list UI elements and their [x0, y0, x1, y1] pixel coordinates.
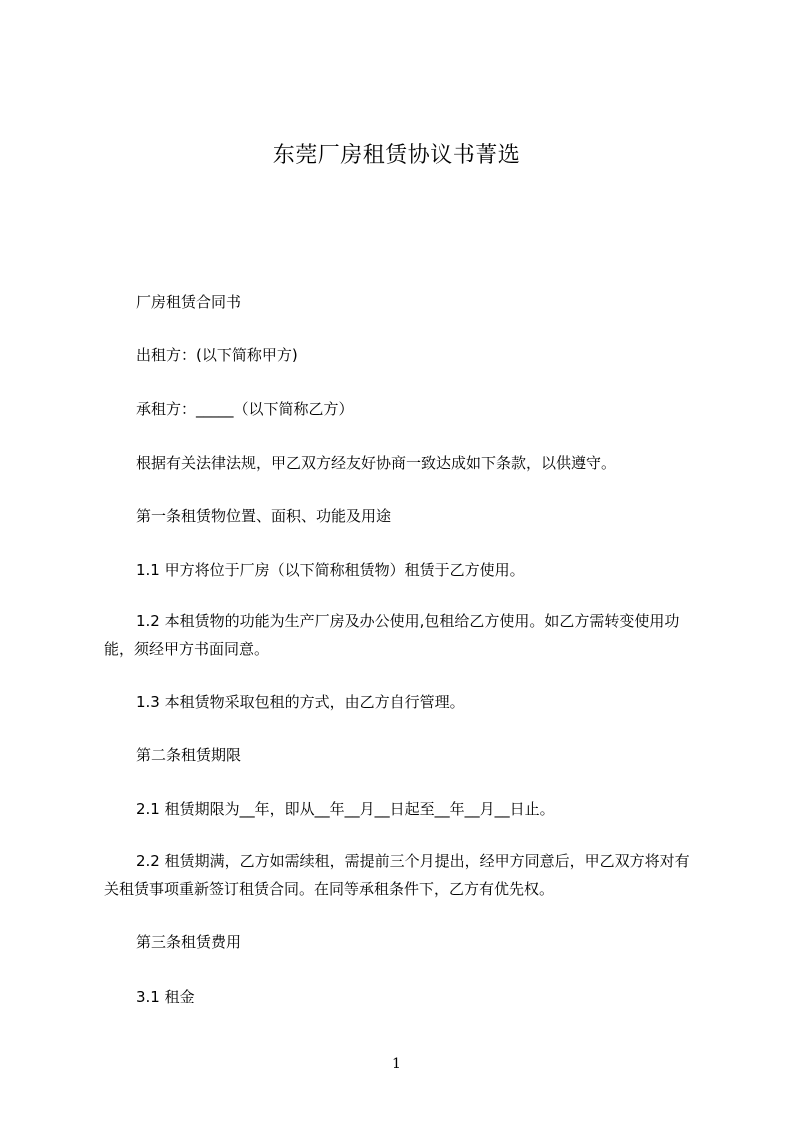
- paragraph-preamble: 根据有关法律法规，甲乙双方经友好协商一致达成如下条款，以供遵守。: [136, 454, 617, 472]
- clause-3-1: 3.1 租金: [136, 988, 195, 1006]
- clause-1-3: 1.3 本租赁物采取包租的方式，由乙方自行管理。: [136, 693, 465, 711]
- document-title: 东莞厂房租赁协议书菁选: [272, 143, 521, 168]
- clause-2-2: 2.2 租赁期满，乙方如需续租，需提前三个月提出，经甲方同意后，甲乙双方将对有关租赁事项重新签订租赁合同。在同等承租条件下，乙方有优先权。: [104, 852, 690, 898]
- clause-1-2: 1.2 本租赁物的功能为生产厂房及办公使用,包租给乙方使用。如乙方需转变使用功能，须经甲方书面同意。: [104, 612, 680, 658]
- paragraph-lessor: 出租方：(以下简称甲方): [136, 346, 298, 364]
- paragraph-lessee: 承租方：_____（以下简称乙方）: [136, 400, 354, 418]
- article-2-heading: 第二条租赁期限: [136, 746, 242, 764]
- paragraph-contract-heading: 厂房租赁合同书: [136, 293, 242, 311]
- page-number: 1: [392, 1056, 401, 1072]
- article-1-heading: 第一条租赁物位置、面积、功能及用途: [136, 507, 392, 525]
- article-3-heading: 第三条租赁费用: [136, 933, 242, 951]
- clause-1-1: 1.1 甲方将位于厂房（以下简称租赁物）租赁于乙方使用。: [136, 561, 525, 579]
- clause-2-1: 2.1 租赁期限为__年，即从__年__月__日起至__年__月__日止。: [136, 800, 555, 818]
